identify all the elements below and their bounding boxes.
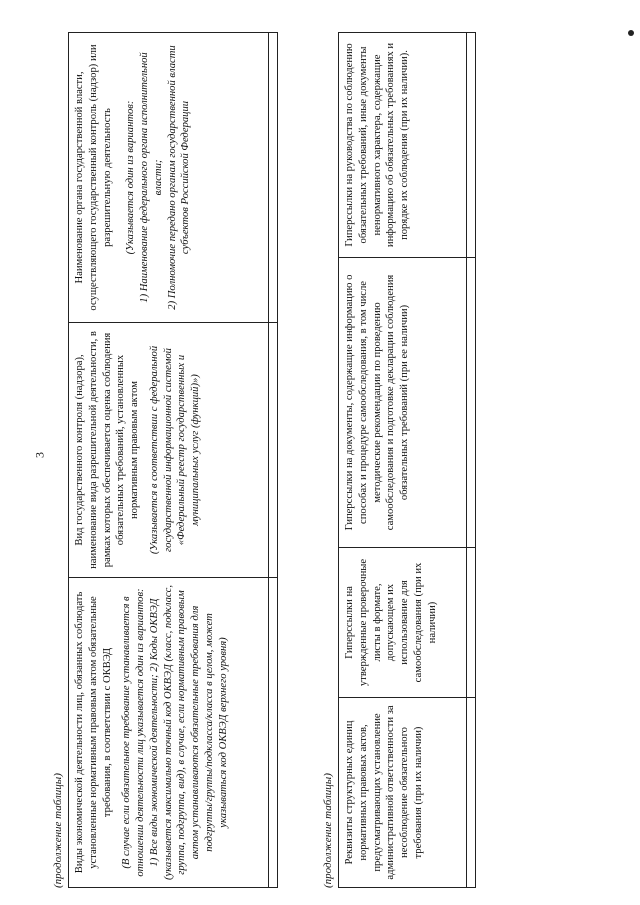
table-2-cell-self-assessment [339, 258, 467, 548]
table-2-cell-checklists [339, 548, 467, 698]
control-type-title: Вид государственного контроля (надзора), наименование вида разрешительной деятельности, в рамках которых обеспечивается оценка соблюдения обязательных требований, установленных нормативным правовым актом [74, 331, 141, 569]
table-2-cell-guides [339, 33, 467, 258]
table-1 [68, 32, 278, 888]
authority-note-1: (Указывается один из вариантов: [125, 100, 137, 255]
table-2 [338, 32, 476, 888]
okved-title: Виды экономической деятельности лиц, обязанных соблюдать установленные нормативным правовым актом обязательные требования, в соответствии с ОКВЭД [74, 591, 113, 874]
table-1-block [52, 32, 278, 888]
table-2-block [322, 32, 476, 888]
table-2-empty-row [467, 33, 476, 888]
authority-title: Наименование органа государственной власти, осуществляющего государственный контроль (надзор) или разрешительную деятельность [74, 44, 113, 311]
table-1-cell-authority [69, 33, 269, 323]
table-1-header-row [69, 33, 269, 888]
table-1-empty-row [269, 33, 278, 888]
checklists-title: Гиперссылки на утвержденные проверочные листы в формате, допускающем их использование для самообследования (при их наличии) [344, 558, 438, 687]
table-1-cell-okved [69, 578, 269, 888]
guides-title: Гиперссылки на руководства по соблюдению обязательных требований, иные документы ненормативного характера, содержащие информацию об обязательных требованиях и порядке их соблюдения (при их наличии). [344, 42, 411, 248]
table-1-cell-control-type [69, 323, 269, 578]
self-assessment-title: Гиперссылки на документы, содержащие информацию о способах и процедуре самообследования, в том числе методические рекомендации по проведению самообследования и подготовке декларации соблюдения обязательных требований (при ее наличии) [344, 274, 411, 531]
table-2-cell-liability [339, 698, 467, 888]
okved-note: (В случае если обязательное требование устанавливается в отношении деятельности лиц указывается один из вариантов: 1) Все виды экономической деятельности; 2) Коды ОКВЭД (указывается максимально точный код ОКВЭД (класс, подкласс, группа, подгруппа, вид), в случае, если нормативным правовым актом устанавливаются обязательные требования для подгруппы/группы/подкласса/класса в целом, может указываться код ОКВЭД верхнего уровня) [121, 585, 229, 880]
page-number: 3 [32, 452, 47, 458]
scan-mark [628, 30, 634, 36]
table-2-caption: (продолжение таблицы) [322, 773, 334, 888]
table-1-caption: (продолжение таблицы) [52, 773, 64, 888]
authority-note-2: 1) Наименование федерального органа исполнительной власти; [139, 52, 164, 303]
table-2-header-row [339, 33, 467, 888]
authority-note-3: 2) Полномочие передано органам государственной власти субъектов Российской Федерации [166, 45, 192, 310]
control-type-note: (Указывается в соответствии с федеральной государственной информационной системой «Федеральный реестр государственных и муниципальных услуг (функций)») [148, 345, 202, 555]
liability-title: Реквизиты структурных единиц нормативных правовых актов, предусматривающих установление административной ответственности за несоблюдение обязательного требования (при их наличии) [344, 705, 424, 880]
